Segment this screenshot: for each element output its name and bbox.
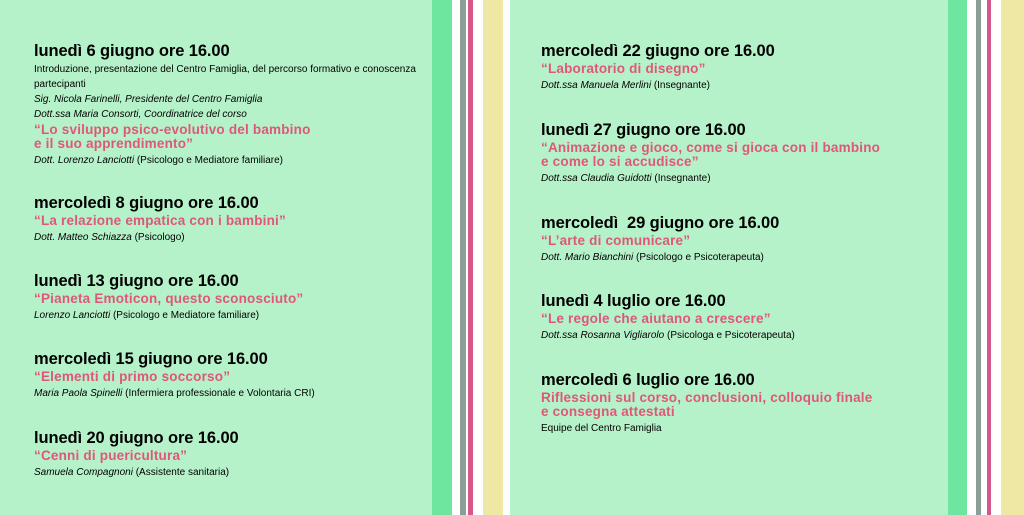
speaker-name: Dott. Mario Bianchini	[541, 252, 634, 263]
title-line: “Elementi di primo soccorso”	[34, 369, 231, 384]
title-line: e come lo si accudisce”	[541, 154, 699, 169]
event-title	[34, 370, 426, 384]
event-title	[34, 214, 426, 228]
event-card	[541, 214, 941, 265]
event-title	[34, 449, 426, 463]
event-title	[541, 62, 941, 76]
event-speaker	[541, 250, 941, 265]
event-title	[34, 123, 426, 151]
speaker-role: (Psicologo)	[131, 232, 185, 243]
title-line: Riflessioni sul corso, conclusioni, colloquio finale	[541, 390, 873, 405]
event-date: mercoledì 8 giugno ore 16.00	[34, 194, 259, 212]
intro-speaker: Dott.ssa Maria Consorti, Coordinatrice del corso	[34, 109, 247, 120]
event-title	[541, 234, 941, 248]
event-card	[34, 272, 426, 323]
speaker-role: (Psicologa e Psicoterapeuta)	[664, 330, 795, 341]
event-speaker	[34, 230, 426, 245]
intro-speaker: Sig. Nicola Farinelli, Presidente del Centro Famiglia	[34, 94, 263, 105]
event-date: lunedì 20 giugno ore 16.00	[34, 429, 239, 447]
title-line: “Pianeta Emoticon, questo sconosciuto”	[34, 291, 304, 306]
event-title	[541, 312, 941, 326]
event-speaker	[34, 386, 426, 401]
event-date: mercoledì 22 giugno ore 16.00	[541, 42, 775, 60]
event-card	[34, 350, 426, 401]
stripe-white-7	[991, 0, 1001, 515]
event-speaker	[541, 78, 941, 93]
speaker-name: Lorenzo Lanciotti	[34, 310, 111, 321]
event-card	[34, 194, 426, 245]
event-card	[541, 42, 941, 93]
event-speaker	[34, 465, 426, 480]
event-speaker	[34, 308, 426, 323]
stripe-cream-left	[483, 0, 503, 515]
stripe-white-5	[967, 0, 976, 515]
event-card	[34, 429, 426, 480]
event-title	[541, 391, 941, 419]
stripe-white-1	[452, 0, 460, 515]
title-line: “L’arte di comunicare”	[541, 233, 691, 248]
event-speaker	[34, 153, 426, 168]
stripe-white-3	[473, 0, 483, 515]
event-card	[34, 42, 426, 168]
title-line: “Animazione e gioco, come si gioca con il bambino	[541, 140, 881, 155]
event-speaker	[541, 328, 941, 343]
speaker-role: (Psicologo e Psicoterapeuta)	[633, 252, 764, 263]
speaker-role: (Psicologo e Mediatore familiare)	[110, 310, 260, 321]
stripe-cream-right	[1001, 0, 1024, 515]
speaker-role: (Psicologo e Mediatore familiare)	[134, 155, 284, 166]
speaker-name: Dott.ssa Claudia Guidotti	[541, 173, 652, 184]
event-card	[541, 371, 941, 436]
event-date: mercoledì 6 luglio ore 16.00	[541, 371, 755, 389]
speaker-name: Dott. Matteo Schiazza	[34, 232, 132, 243]
event-date: mercoledì 29 giugno ore 16.00	[541, 214, 780, 232]
title-line: “Laboratorio di disegno”	[541, 61, 706, 76]
title-line: “La relazione empatica con i bambini”	[34, 213, 286, 228]
event-intro: Introduzione, presentazione del Centro Famiglia, del percorso formativo e conoscenza partecipanti	[34, 64, 416, 90]
speaker-role: (Infermiera professionale e Volontaria CRI)	[122, 388, 315, 399]
speaker-name: Dott.ssa Rosanna Vigliarolo	[541, 330, 665, 341]
event-date: lunedì 4 luglio ore 16.00	[541, 292, 726, 310]
event-title	[34, 292, 426, 306]
speaker-name: Maria Paola Spinelli	[34, 388, 123, 399]
event-title	[541, 141, 941, 169]
event-date: lunedì 27 giugno ore 16.00	[541, 121, 746, 139]
speaker-role: Equipe del Centro Famiglia	[541, 423, 662, 434]
title-line: “Cenni di puericultura”	[34, 448, 188, 463]
speaker-name: Dott. Lorenzo Lanciotti	[34, 155, 135, 166]
title-line: “Le regole che aiutano a crescere”	[541, 311, 771, 326]
speaker-name: Dott.ssa Manuela Merlini	[541, 80, 652, 91]
event-speaker	[541, 171, 941, 186]
title-line: e il suo apprendimento”	[34, 136, 194, 151]
stripe-green-left	[432, 0, 452, 515]
title-line: e consegna attestati	[541, 404, 675, 419]
event-card	[541, 121, 941, 186]
speaker-role: (Assistente sanitaria)	[132, 467, 230, 478]
speaker-name: Samuela Compagnoni	[34, 467, 133, 478]
event-date: mercoledì 15 giugno ore 16.00	[34, 350, 268, 368]
title-line: “Lo sviluppo psico-evolutivo del bambino	[34, 122, 311, 137]
stripe-white-4	[503, 0, 510, 515]
speaker-role: (Insegnante)	[651, 80, 710, 91]
event-card	[541, 292, 941, 343]
event-speaker	[541, 421, 941, 436]
event-date: lunedì 6 giugno ore 16.00	[34, 42, 230, 60]
stripe-green-right	[948, 0, 967, 515]
event-date: lunedì 13 giugno ore 16.00	[34, 272, 239, 290]
speaker-role: (Insegnante)	[651, 173, 711, 184]
